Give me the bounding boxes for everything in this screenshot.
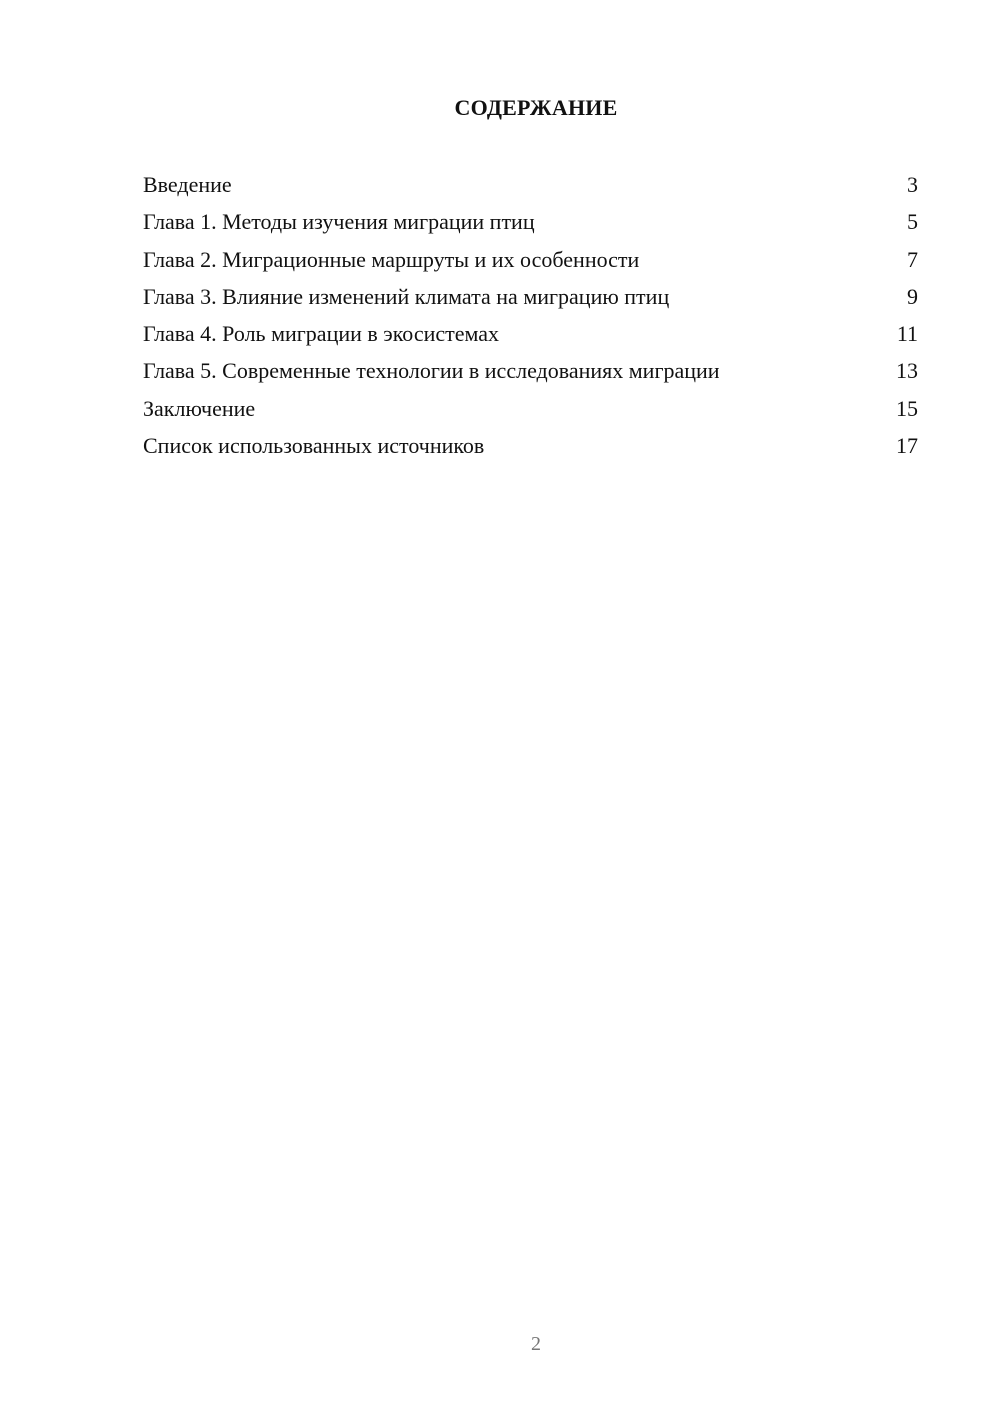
toc-entry-label: Глава 3. Влияние изменений климата на миграцию птиц <box>143 283 670 309</box>
toc-entry <box>143 243 918 280</box>
toc-entry-page: 5 <box>907 209 918 235</box>
toc-entry <box>143 205 918 242</box>
toc-entry-page: 11 <box>896 321 918 347</box>
toc-entry-label: Глава 5. Современные технологии в исследованиях миграции <box>143 358 720 384</box>
toc-entry-label: Глава 4. Роль миграции в экосистемах <box>143 321 500 347</box>
toc-entry-label: Введение <box>143 172 232 197</box>
toc-entry-page: 3 <box>907 172 918 197</box>
toc-entry <box>143 280 918 317</box>
toc-entry <box>143 168 918 205</box>
toc-entry-page: 13 <box>896 358 918 384</box>
toc-entry-label: Заключение <box>143 395 256 421</box>
toc-entry <box>143 392 918 429</box>
toc-title: СОДЕРЖАНИЕ <box>454 95 618 120</box>
toc-entry-label: Глава 1. Методы изучения миграции птиц <box>143 209 535 235</box>
toc-entry-label: Список использованных источников <box>143 433 485 459</box>
toc-entry <box>143 354 918 391</box>
toc-list <box>143 168 918 466</box>
toc-entry <box>143 317 918 354</box>
toc-entry-page: 17 <box>896 433 918 459</box>
toc-entry-page: 7 <box>907 246 918 272</box>
toc-entry-label: Глава 2. Миграционные маршруты и их особенности <box>143 246 640 272</box>
toc-entry-page: 9 <box>907 283 918 309</box>
page-number: 2 <box>531 1333 541 1355</box>
toc-entry <box>143 429 918 466</box>
toc-entry-page: 15 <box>896 395 918 421</box>
